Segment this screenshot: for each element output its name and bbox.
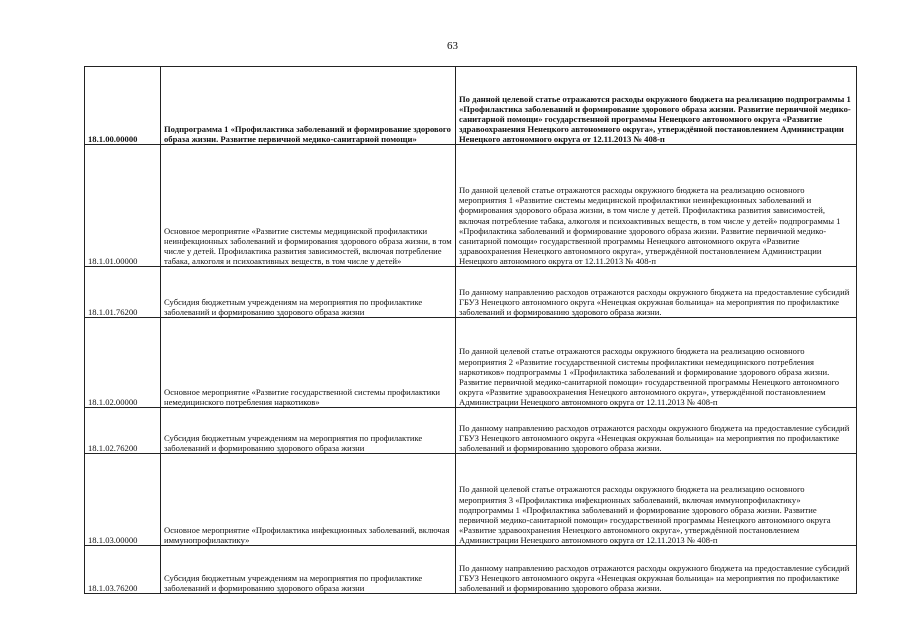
table-row bbox=[85, 267, 857, 318]
budget-code-cell: 18.1.00.00000 bbox=[85, 67, 161, 145]
table-row bbox=[85, 67, 857, 145]
budget-code-cell: 18.1.02.76200 bbox=[85, 408, 161, 454]
budget-code-cell: 18.1.03.76200 bbox=[85, 546, 161, 594]
budget-code-cell: 18.1.01.00000 bbox=[85, 145, 161, 267]
expense-name-cell: Субсидия бюджетным учреждениям на мероприятия по профилактике заболеваний и формированию здорового образа жизни bbox=[161, 408, 456, 454]
expense-name-cell: Субсидия бюджетным учреждениям на мероприятия по профилактике заболеваний и формированию здорового образа жизни bbox=[161, 267, 456, 318]
table-row bbox=[85, 318, 857, 408]
table-row bbox=[85, 454, 857, 546]
expense-name-cell: Основное мероприятие «Развитие системы медицинской профилактики неинфекционных заболеваний и формирования здорового образа жизни, в том числе у детей. Профилактика развития зависимостей, включая потребление табака, алкоголя и психоактивных веществ, в том числе у детей» bbox=[161, 145, 456, 267]
expense-name-cell: Основное мероприятие «Развитие государственной системы профилактики немедицинского потребления наркотиков» bbox=[161, 318, 456, 408]
table-row bbox=[85, 408, 857, 454]
page-number: 63 bbox=[447, 40, 458, 52]
budget-classification-table bbox=[84, 66, 857, 594]
expense-description-cell: По данному направлению расходов отражаются расходы окружного бюджета на предоставление субсидий ГБУЗ Ненецкого автономного округа «Ненецкая окружная больница» на мероприятия по профилактике заболеваний и формированию здорового образа жизни. bbox=[456, 267, 857, 318]
expense-description-cell: По данной целевой статье отражаются расходы окружного бюджета на реализацию основного мероприятия 3 «Профилактика инфекционных заболеваний, включая иммунопрофилактику» подпрограммы 1 «Профилактика заболеваний и формирование здорового образа жизни. Развитие первичной медико-санитарной помощи» государственной программы Ненецкого автономного округа «Развитие здравоохранения Ненецкого автономного округа», утверждённой постановлением Администрации Ненецкого автономного округа от 12.11.2013 № 408-п bbox=[456, 454, 857, 546]
expense-description-cell: По данному направлению расходов отражаются расходы окружного бюджета на предоставление субсидий ГБУЗ Ненецкого автономного округа «Ненецкая окружная больница» на мероприятия по профилактике заболеваний и формированию здорового образа жизни. bbox=[456, 546, 857, 594]
table-body bbox=[85, 67, 857, 594]
expense-name-cell: Субсидия бюджетным учреждениям на мероприятия по профилактике заболеваний и формированию здорового образа жизни bbox=[161, 546, 456, 594]
expense-description-cell: По данной целевой статье отражаются расходы окружного бюджета на реализацию основного мероприятия 2 «Развитие государственной системы профилактики немедицинского потребления наркотиков» подпрограммы 1 «Профилактика заболеваний и формирование здорового образа жизни. Развитие первичной медико-санитарной помощи» государственной программы Ненецкого автономного округа «Развитие здравоохранения Ненецкого автономного округа», утверждённой постановлением Администрации Ненецкого автономного округа от 12.11.2013 № 408-п bbox=[456, 318, 857, 408]
budget-code-cell: 18.1.03.00000 bbox=[85, 454, 161, 546]
table-row bbox=[85, 546, 857, 594]
expense-name-cell: Подпрограмма 1 «Профилактика заболеваний и формирование здорового образа жизни. Развитие первичной медико-санитарной помощи» bbox=[161, 67, 456, 145]
expense-description-cell: По данному направлению расходов отражаются расходы окружного бюджета на предоставление субсидий ГБУЗ Ненецкого автономного округа «Ненецкая окружная больница» на мероприятия по профилактике заболеваний и формированию здорового образа жизни. bbox=[456, 408, 857, 454]
expense-description-cell: По данной целевой статье отражаются расходы окружного бюджета на реализацию основного мероприятия 1 «Развитие системы медицинской профилактики неинфекционных заболеваний и формирования здорового образа жизни, в том числе у детей. Профилактика развития зависимостей, включая потребление табака, алкоголя и психоактивных веществ, в том числе у детей» подпрограммы 1 «Профилактика заболеваний и формирование здорового образа жизни. Развитие первичной медико-санитарной помощи» государственной программы Ненецкого автономного округа «Развитие здравоохранения Ненецкого автономного округа», утверждённой постановлением Администрации Ненецкого автономного округа от 12.11.2013 № 408-п bbox=[456, 145, 857, 267]
expense-description-cell: По данной целевой статье отражаются расходы окружного бюджета на реализацию подпрограммы 1 «Профилактика заболеваний и формирование здорового образа жизни. Развитие первичной медико-санитарной помощи» государственной программы Ненецкого автономного округа «Развитие здравоохранения Ненецкого автономного округа», утверждённой постановлением Администрации Ненецкого автономного округа от 12.11.2013 № 408-п bbox=[456, 67, 857, 145]
budget-code-cell: 18.1.01.76200 bbox=[85, 267, 161, 318]
table-row bbox=[85, 145, 857, 267]
budget-code-cell: 18.1.02.00000 bbox=[85, 318, 161, 408]
expense-name-cell: Основное мероприятие «Профилактика инфекционных заболеваний, включая иммунопрофилактику» bbox=[161, 454, 456, 546]
